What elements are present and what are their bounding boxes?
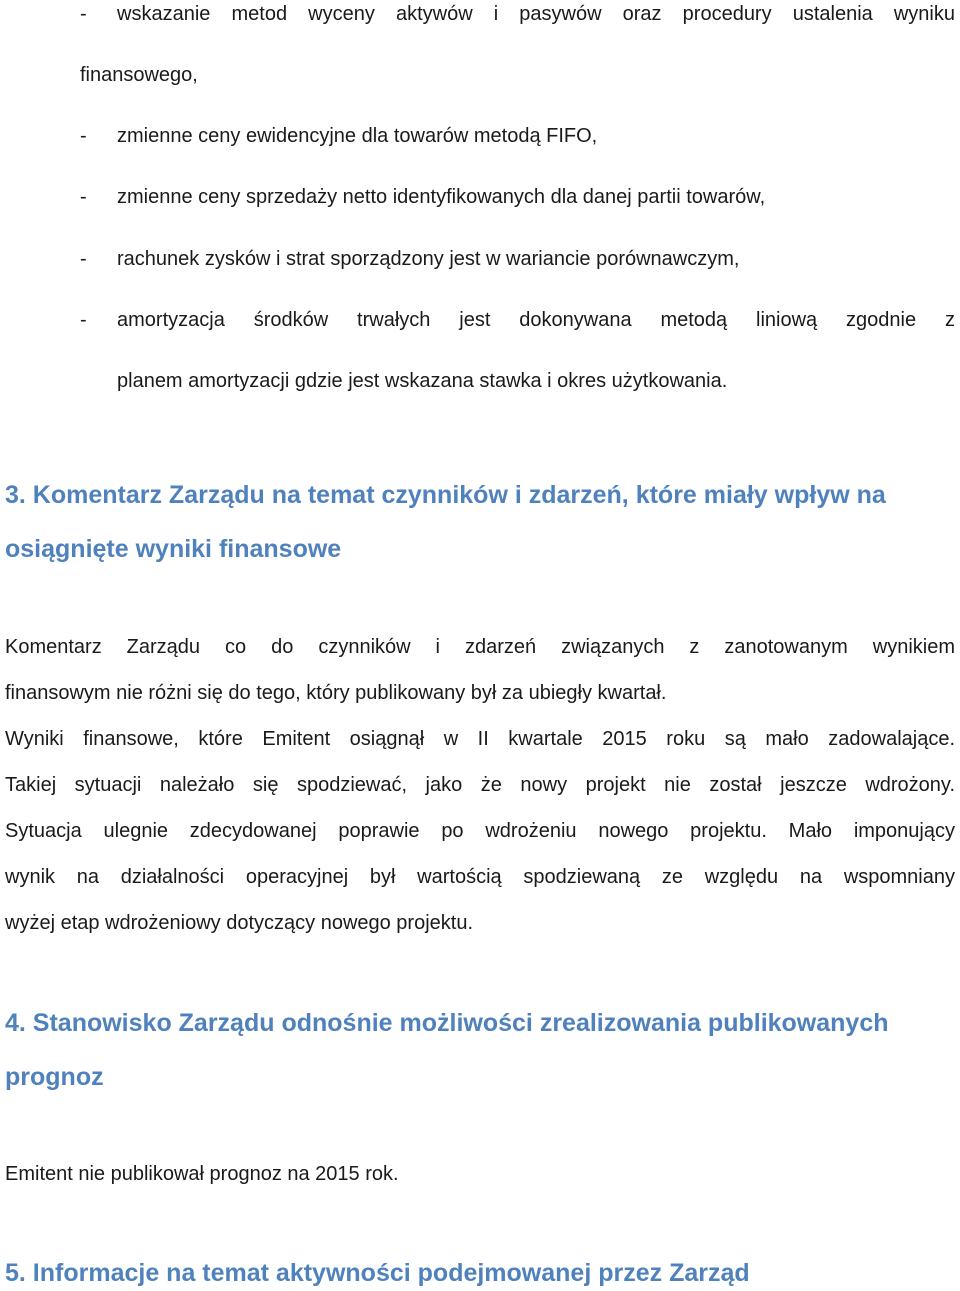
section-3-paragraph-line: Takiej sytuacji należało się spodziewać, jako że nowy projekt nie został jeszcze wdrożony. [5,774,955,796]
section-3-paragraph-line: wynik na działalności operacyjnej był wartością spodziewaną ze względu na wspomniany [5,866,955,888]
section-3-heading-line2: osiągnięte wyniki finansowe [5,535,342,563]
list-dash: - [80,186,87,208]
section-4-heading-line1: 4. Stanowisko Zarządu odnośnie możliwości zrealizowania publikowanych [5,1009,889,1037]
list-item-text: amortyzacja środków trwałych jest dokonywana metodą liniową zgodnie z [117,309,955,331]
section-4-heading-line2: prognoz [5,1063,104,1091]
section-5-heading: 5. Informacje na temat aktywności podejmowanej przez Zarząd [5,1259,750,1287]
list-item-text-continued: finansowego, [80,64,198,86]
list-item-text: rachunek zysków i strat sporządzony jest w wariancie porównawczym, [117,248,740,270]
section-3-paragraph-line: Komentarz Zarządu co do czynników i zdarzeń związanych z zanotowanym wynikiem [5,636,955,658]
list-item-text: zmienne ceny ewidencyjne dla towarów metodą FIFO, [117,125,598,147]
list-item-text-continued: planem amortyzacji gdzie jest wskazana stawka i okres użytkowania. [117,370,728,392]
list-dash: - [80,3,87,25]
list-dash: - [80,309,87,331]
list-item-text: zmienne ceny sprzedaży netto identyfikowanych dla danej partii towarów, [117,186,766,208]
list-item-text: wskazanie metod wyceny aktywów i pasywów oraz procedury ustalenia wyniku [117,3,955,25]
section-3-paragraph-line: Sytuacja ulegnie zdecydowanej poprawie po wdrożeniu nowego projektu. Mało imponujący [5,820,955,842]
section-3-paragraph-line: wyżej etap wdrożeniowy dotyczący nowego projektu. [5,912,474,934]
section-3-paragraph-line: Wyniki finansowe, które Emitent osiągnął w II kwartale 2015 roku są mało zadowalające. [5,728,955,750]
list-dash: - [80,125,87,147]
section-3-heading-line1: 3. Komentarz Zarządu na temat czynników i zdarzeń, które miały wpływ na [5,481,886,509]
section-3-paragraph-line: finansowym nie różni się do tego, który publikowany był za ubiegły kwartał. [5,682,667,704]
list-dash: - [80,248,87,270]
section-4-paragraph: Emitent nie publikował prognoz na 2015 rok. [5,1163,399,1185]
